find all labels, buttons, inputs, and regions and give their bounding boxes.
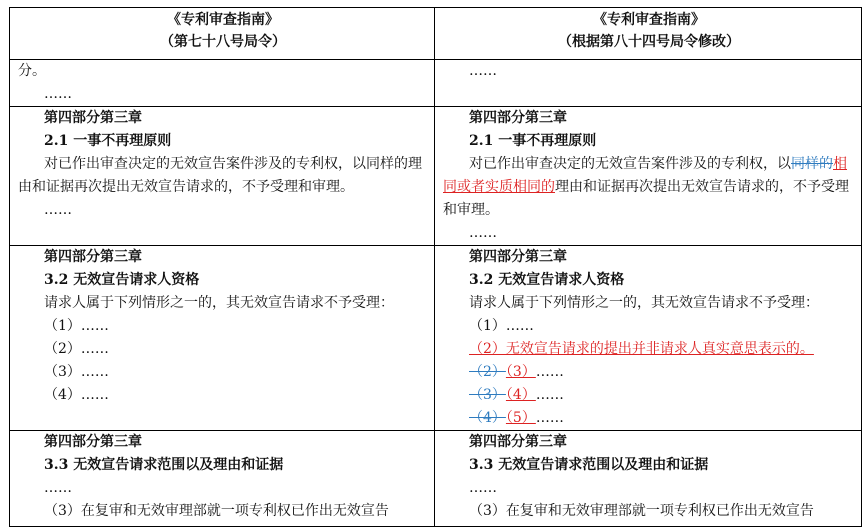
chapter-heading: 第四部分第三章 [469, 249, 567, 265]
left-cell [10, 60, 435, 107]
inserted-list-item: （2）无效宣告请求的提出并非请求人真实意思表示的。 [469, 341, 814, 357]
left-cell [10, 107, 435, 246]
left-cell [10, 246, 435, 431]
ellipsis: …… [44, 202, 72, 218]
intro-text: 请求人属于下列情形之一的，其无效宣告请求不予受理： [469, 295, 819, 311]
text-line: 分。 [18, 63, 46, 79]
list-item-text: …… [535, 387, 564, 403]
ellipsis: …… [469, 480, 497, 496]
paragraph: 对已作出审查决定的无效宣告案件涉及的专利权，以同样的理由和证据再次提出无效宣告请求的，不予受理和审理。 [18, 156, 422, 195]
section-heading: 3.2 无效宣告请求人资格 [469, 272, 625, 288]
list-item [443, 361, 855, 384]
list-item [443, 407, 855, 430]
left-header-title: 《专利审查指南》 [167, 12, 279, 28]
right-header-title: 《专利审查指南》 [593, 12, 705, 28]
inserted-number: （5） [505, 410, 536, 426]
deleted-number: （2） [469, 364, 506, 380]
right-cell [435, 246, 862, 431]
list-item: （1）…… [44, 318, 109, 334]
left-header-subtitle: （第七十八号局令） [160, 34, 286, 50]
list-item-text: …… [535, 364, 564, 380]
table-row [10, 431, 862, 527]
section-heading: 3.2 无效宣告请求人资格 [44, 272, 200, 288]
section-heading: 2.1 一事不再理原则 [44, 133, 172, 149]
chapter-heading: 第四部分第三章 [44, 110, 142, 126]
chapter-heading: 第四部分第三章 [44, 434, 142, 450]
ellipsis: …… [44, 480, 72, 496]
ellipsis: …… [44, 86, 72, 102]
deleted-number: （3） [469, 387, 506, 403]
list-item-text: …… [535, 410, 564, 426]
paragraph-text: 理由和证据再次提出无效宣告请求的，不予受理和审理。 [443, 179, 849, 218]
chapter-heading: 第四部分第三章 [469, 110, 567, 126]
text-line: （3）在复审和无效审理部就一项专利权已作出无效宣告 [44, 503, 389, 519]
intro-text: 请求人属于下列情形之一的，其无效宣告请求不予受理： [44, 295, 394, 311]
right-header [435, 8, 862, 60]
section-heading: 3.3 无效宣告请求范围以及理由和证据 [469, 457, 709, 473]
paragraph-text: 对已作出审查决定的无效宣告案件涉及的专利权，以 [469, 156, 791, 172]
header-row [10, 8, 862, 60]
list-item: （1）…… [469, 318, 534, 334]
list-item: （2）…… [44, 341, 109, 357]
list-item: （4）…… [44, 387, 109, 403]
section-heading: 3.3 无效宣告请求范围以及理由和证据 [44, 457, 284, 473]
table-row [10, 246, 862, 431]
paragraph [443, 153, 855, 222]
table-row [10, 60, 862, 107]
left-header [10, 8, 435, 60]
right-cell [435, 107, 862, 246]
ellipsis: …… [469, 63, 497, 79]
left-cell [10, 431, 435, 527]
deleted-number: （4） [469, 410, 506, 426]
list-item: （3）…… [44, 364, 109, 380]
list-item [443, 384, 855, 407]
inserted-number: （4） [505, 387, 536, 403]
deleted-text: 同样的 [791, 156, 833, 172]
chapter-heading: 第四部分第三章 [469, 434, 567, 450]
text-line: （3）在复审和无效审理部就一项专利权已作出无效宣告 [469, 503, 814, 519]
chapter-heading: 第四部分第三章 [44, 249, 142, 265]
ellipsis: …… [469, 225, 497, 241]
right-cell [435, 60, 862, 107]
comparison-table [9, 7, 862, 527]
table-row [10, 107, 862, 246]
right-header-subtitle: （根据第八十四号局令修改） [558, 34, 740, 50]
section-heading: 2.1 一事不再理原则 [469, 133, 597, 149]
inserted-text: 相同或者实质相同的 [443, 156, 847, 195]
inserted-number: （3） [505, 364, 536, 380]
right-cell [435, 431, 862, 527]
